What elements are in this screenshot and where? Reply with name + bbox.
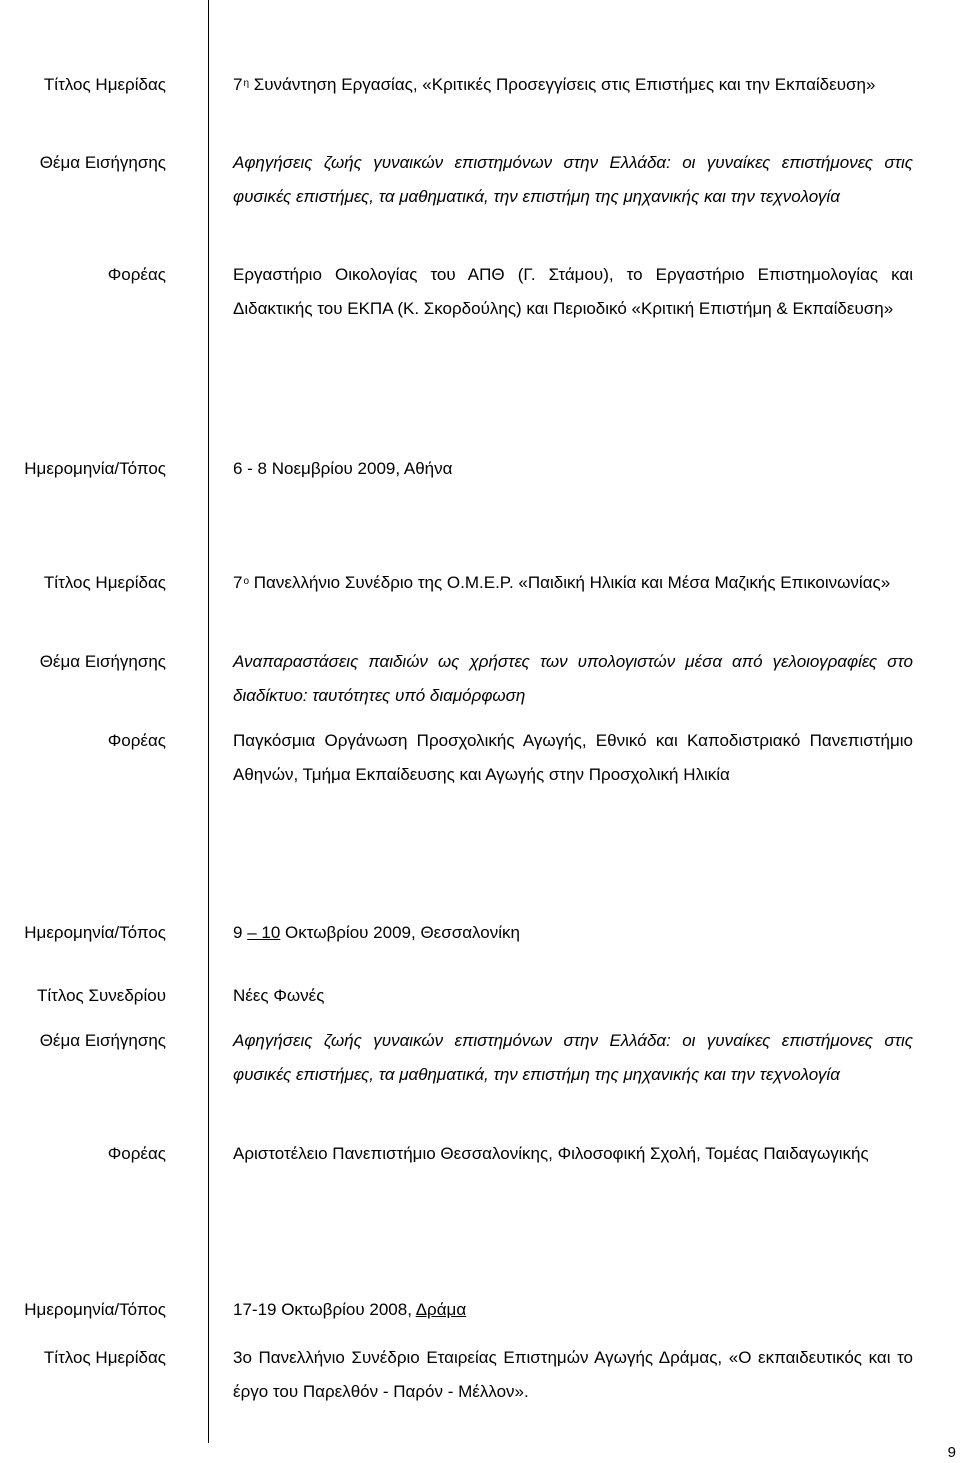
value-title: $7^\eta$ Συνάντηση Εργασίας, «Κριτικές Προσεγγίσεις στις Επιστήμες και την Εκπαίδευση» xyxy=(233,75,876,94)
label-conference-title: Τίτλος Συνεδρίου xyxy=(36,986,166,1005)
label-title: Τίτλος Ημερίδας xyxy=(43,75,166,94)
value-date-place: 6 - 8 Νοεμβρίου 2009, Αθήνα xyxy=(233,459,453,478)
value-topic: Αφηγήσεις ζωής γυναικών επιστημόνων στην Ελλάδα: οι γυναίκες επιστήμονες στις φυσικές επιστήμες, τα μαθηματικά, την επιστήμη της μηχανικής και την τεχνολογία xyxy=(233,153,913,207)
value-topic: Αναπαραστάσεις παιδιών ως χρήστες των υπολογιστών μέσα από γελοιογραφίες στο διαδίκτυο: ταυτότητες υπό διαμόρφωση xyxy=(233,652,913,706)
value-date-place: 9 – 10 Οκτωβρίου 2009, Θεσσαλονίκη xyxy=(233,923,520,942)
label-date-place: Ημερομηνία/Τόπος xyxy=(24,459,166,478)
label-organizer: Φορέας xyxy=(107,1144,166,1163)
label-date-place: Ημερομηνία/Τόπος xyxy=(24,1300,166,1319)
value-organizer: Παγκόσμια Οργάνωση Προσχολικής Αγωγής, Εθνικό και Καποδιστριακό Πανεπιστήμιο Αθηνών, Τμήμα Εκπαίδευσης και Αγωγής στην Προσχολική Ηλικία xyxy=(233,731,913,785)
value-title: 3ο Πανελλήνιο Συνέδριο Εταιρείας Επιστημών Αγωγής Δράμας, «Ο εκπαιδευτικός και το έργο του Παρελθόν - Παρόν - Μέλλον». xyxy=(233,1348,913,1402)
label-title: Τίτλος Ημερίδας xyxy=(43,573,166,592)
value-organizer: Αριστοτέλειο Πανεπιστήμιο Θεσσαλονίκης, Φιλοσοφική Σχολή, Τομέας Παιδαγωγικής xyxy=(233,1144,869,1163)
label-organizer: Φορέας xyxy=(107,265,166,284)
label-topic: Θέμα Εισήγησης xyxy=(39,1031,166,1050)
column-divider xyxy=(208,0,209,1443)
label-title: Τίτλος Ημερίδας xyxy=(43,1348,166,1367)
value-organizer: Εργαστήριο Οικολογίας του ΑΠΘ (Γ. Στάμου), το Εργαστήριο Επιστημολογίας και Διδακτικής του ΕΚΠΑ (Κ. Σκορδούλης) και Περιοδικό «Κριτική Επιστήμη & Εκπαίδευση» xyxy=(233,265,913,319)
value-date-place: 17-19 Οκτωβρίου 2008, Δράμα xyxy=(233,1300,467,1319)
value-title: $7^o$ Πανελλήνιο Συνέδριο της Ο.Μ.Ε.Ρ. «Παιδική Ηλικία και Μέσα Μαζικής Επικοινωνίας» xyxy=(233,573,891,592)
value-conference-title: Νέες Φωνές xyxy=(233,986,325,1005)
label-organizer: Φορέας xyxy=(107,731,166,750)
label-date-place: Ημερομηνία/Τόπος xyxy=(24,923,166,942)
value-topic: Αφηγήσεις ζωής γυναικών επιστημόνων στην Ελλάδα: οι γυναίκες επιστήμονες στις φυσικές επιστήμες, τα μαθηματικά, την επιστήμη της μηχανικής και την τεχνολογία xyxy=(233,1031,913,1085)
label-topic: Θέμα Εισήγησης xyxy=(39,652,166,671)
page-number: 9 xyxy=(947,1444,956,1461)
label-topic: Θέμα Εισήγησης xyxy=(39,153,166,172)
